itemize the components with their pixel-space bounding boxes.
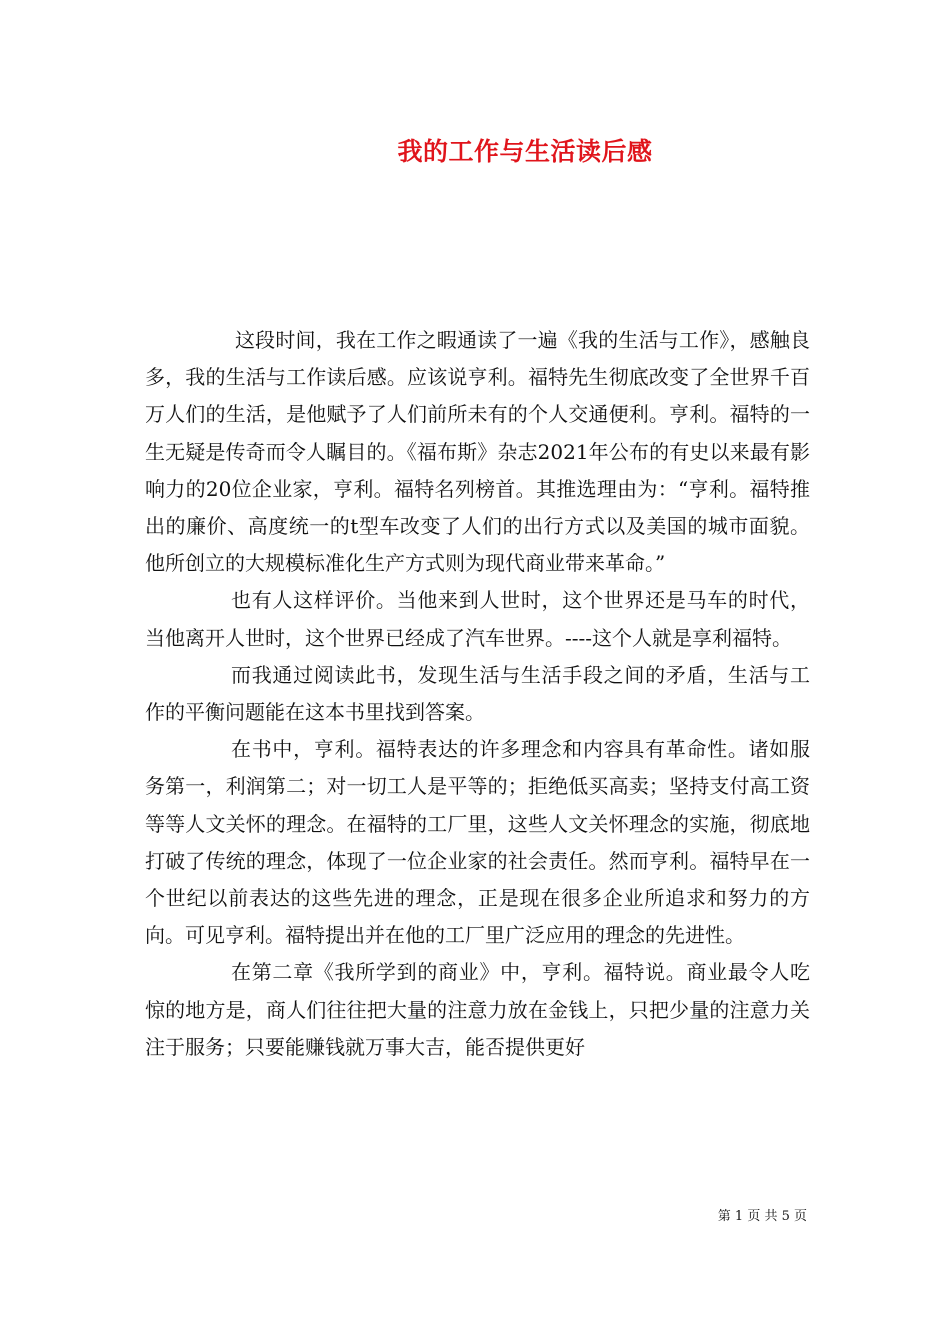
paragraph-2: 也有人这样评价。当他来到人世时，这个世界还是马车的时代，当他离开人世时，这个世界已经成了汽车世界。----这个人就是享利福特。 [145, 588, 810, 650]
paragraph-4: 在书中，亨利。福特表达的许多理念和内容具有革命性。诸如服务第一，利润第二；对一切工人是平等的；拒绝低买高卖；坚持支付高工资等等人文关怀的理念。在福特的工厂里，这些人文关怀理念的实施，彻底地打破了传统的理念，体现了一位企业家的社会责任。然而亨利。福特早在一个世纪以前表达的这些先进的理念，正是现在很多企业所追求和努力的方向。可见亨利。福特提出并在他的工厂里广泛应用的理念的先进性。 [145, 737, 810, 948]
page-number-footer: 第 1 页 共 5 页 [717, 1209, 807, 1224]
paragraph-3: 而我通过阅读此书，发现生活与生活手段之间的矛盾，生活与工作的平衡问题能在这本书里找到答案。 [145, 662, 810, 725]
paragraph-5: 在第二章《我所学到的商业》中，亨利。福特说。商业最令人吃惊的地方是，商人们往往把大量的注意力放在金钱上，只把少量的注意力关注于服务；只要能赚钱就万事大吉，能否提供更好 [145, 960, 810, 1059]
paragraph-1: 这段时间，我在工作之暇通读了一遍《我的生活与工作》，感触良多，我的生活与工作读后感。应该说亨利。福特先生彻底改变了全世界千百万人们的生活，是他赋予了人们前所未有的个人交通便利。亨利。福特的一生无疑是传奇而令人瞩目的。《福布斯》杂志2021年公布的有史以来最有影响力的20位企业家，亨利。福特名列榜首。其推选理由为：“亨利。福特推出的廉价、高度统一的t型车改变了人们的出行方式以及美国的城市面貌。他所创立的大规模标准化生产方式则为现代商业带来革命。” [145, 328, 810, 576]
document-title: 我的工作与生活读后感 [397, 137, 653, 166]
document-body [145, 322, 810, 1066]
